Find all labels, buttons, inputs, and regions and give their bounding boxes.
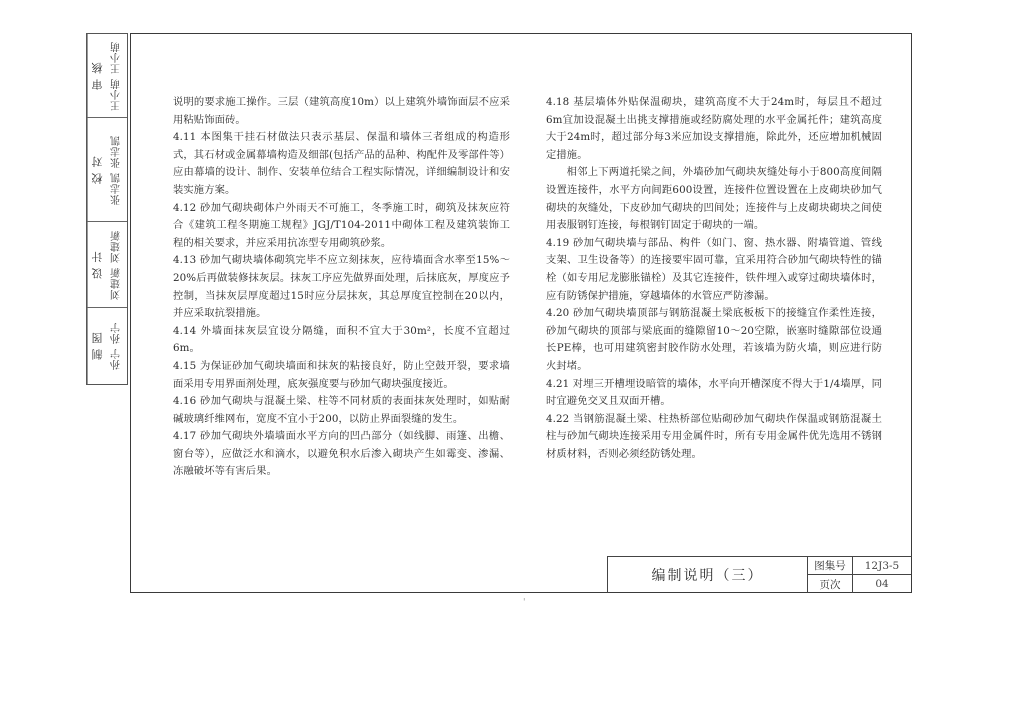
page-number-label: 页次 xyxy=(808,575,853,593)
page-title: 编制说明（三） xyxy=(608,557,808,593)
sidebar-signature: 孙宁 孙宁 xyxy=(111,321,123,371)
paragraph: 4.21 对埋三开槽埋设暗管的墙体，水平向开槽深度不得大于1/4墙厚，同时宜避免交叉且双面开槽。 xyxy=(546,377,882,408)
signature-sidebar xyxy=(86,33,128,385)
sidebar-signature: 张志凯 张志凯 xyxy=(111,134,123,205)
body-left-column xyxy=(173,94,510,481)
sidebar-label: 审 核 xyxy=(87,34,108,117)
footer-mark: ' xyxy=(523,598,526,608)
paragraph: 4.15 为保证砂加气砌块墙面和抹灰的粘接良好，防止空鼓开裂，要求墙面采用专用界面剂处理，底灰强度要与砂加气砌块强度接近。 xyxy=(173,359,510,390)
sidebar-label: 制 图 xyxy=(87,308,108,384)
page-number: 04 xyxy=(875,578,889,590)
paragraph: 4.18 基层墙体外贴保温砌块，建筑高度不大于24m时，每层且不超过6m宜加设混凝土出挑支撑措施或经防腐处理的水平金属托件；建筑高度大于24m时，超过部分每3米应加设支撑措施，除此外，还应增加机械固定措施。 xyxy=(546,96,882,161)
atlas-number: 12J3-5 xyxy=(853,557,911,575)
paragraph: 4.13 砂加气砌块墙体砌筑完毕不应立刻抹灰，应待墙面含水率至15%～20%后再做装修抹灰层。抹灰工序应先做界面处理，后抹底灰，厚度应予控制，当抹灰层厚度超过15时应分层抹灰，其总厚度宜控制在20以内，并应采取抗裂措施。 xyxy=(173,254,510,320)
paragraph: 4.16 砂加气砌块与混凝土梁、柱等不同材质的表面抹灰处理时，如贴耐碱玻璃纤维网布，宽度不宜小于200，以防止界面裂缝的发生。 xyxy=(173,395,510,425)
sidebar-cell-proofread xyxy=(87,118,127,222)
body-right-column xyxy=(546,94,882,463)
sidebar-signature: 王小萌 王小萌 xyxy=(111,40,123,111)
paragraph: 4.22 当钢筋混凝土梁、柱热桥部位贴砌砂加气砌块作保温或钢筋混凝土柱与砂加气砌块连接采用专用金属件时，所有专用金属件优先选用不锈钢材质材料，否则必须经防锈处理。 xyxy=(546,412,882,460)
sidebar-label: 校 对 xyxy=(87,118,108,221)
paragraph: 4.12 砂加气砌块砌体户外雨天不可施工，冬季施工时，砌筑及抹灰应符合《建筑工程冬期施工规程》JGJ/T104-2011中砌体工程及建筑装饰工程的相关要求，并应采用抗冻型专用砌筑砂浆。 xyxy=(173,201,510,249)
paragraph: 4.17 砂加气砌块外墙墙面水平方向的凹凸部分（如线脚、雨篷、出檐、窗台等），应做泛水和滴水，以避免积水后渗入砌块产生如霉变、渗漏、冻融破坏等有害后果。 xyxy=(173,430,510,478)
paragraph: 4.20 砂加气砌块墙顶部与钢筋混凝土梁底板板下的接缝宜作柔性连接，砂加气砌块的顶部与梁底面的缝隙留10～20空隙，嵌塞时缝隙部位设通长PE棒，也可用建筑密封胶作防水处理，若该墙为防火墙，则应进行防火封堵。 xyxy=(546,307,882,372)
atlas-number-label: 图集号 xyxy=(808,557,853,575)
sidebar-signature: 刘建新 刘建新 xyxy=(111,229,123,300)
paragraph: 4.14 外墙面抹灰层宜设分隔缝，面积不宜大于30m²，长度不宜超过6m。 xyxy=(173,324,510,355)
paragraph: 相邻上下两道托梁之间，外墙砂加气砌块灰缝处每小于800高度间隔设置连接件，水平方向间距600设置，连接件位置设置在上皮砌块砂加气砌块的灰缝处，下皮砂加气砌块的凹间处；连接件与上皮砌块砌块之间使用表服钢钉连接，每根钢钉固定于砌块的一端。 xyxy=(546,166,882,232)
sidebar-cell-review xyxy=(87,34,127,118)
sidebar-cell-design xyxy=(87,222,127,308)
sidebar-label: 设 计 xyxy=(87,222,108,307)
paragraph: 4.11 本图集干挂石材做法只表示基层、保温和墙体三者组成的构造形式，其石材或金属幕墙构造及细部(包括产品的品种、构配件及零部件等）应由幕墙的设计、制作、安装单位结合工程实际情况，详细编制设计和安装实施方案。 xyxy=(173,131,510,196)
title-block xyxy=(607,556,912,593)
paragraph: 说明的要求施工操作。三层（建筑高度10m）以上建筑外墙饰面层不应采用粘贴饰面砖。 xyxy=(173,96,510,126)
sidebar-cell-drafting xyxy=(87,308,127,384)
paragraph: 4.19 砂加气砌块墙与部品、构件（如门、窗、热水器、附墙管道、管线支架、卫生设备等）的连接要牢固可靠，宜采用符合砂加气砌块特性的锚栓（如专用尼龙膨胀锚栓）及其它连接件，铁件埋入或穿过砌块墙体时，应有防锈保护措施，穿越墙体的水管应严防渗漏。 xyxy=(546,236,882,302)
